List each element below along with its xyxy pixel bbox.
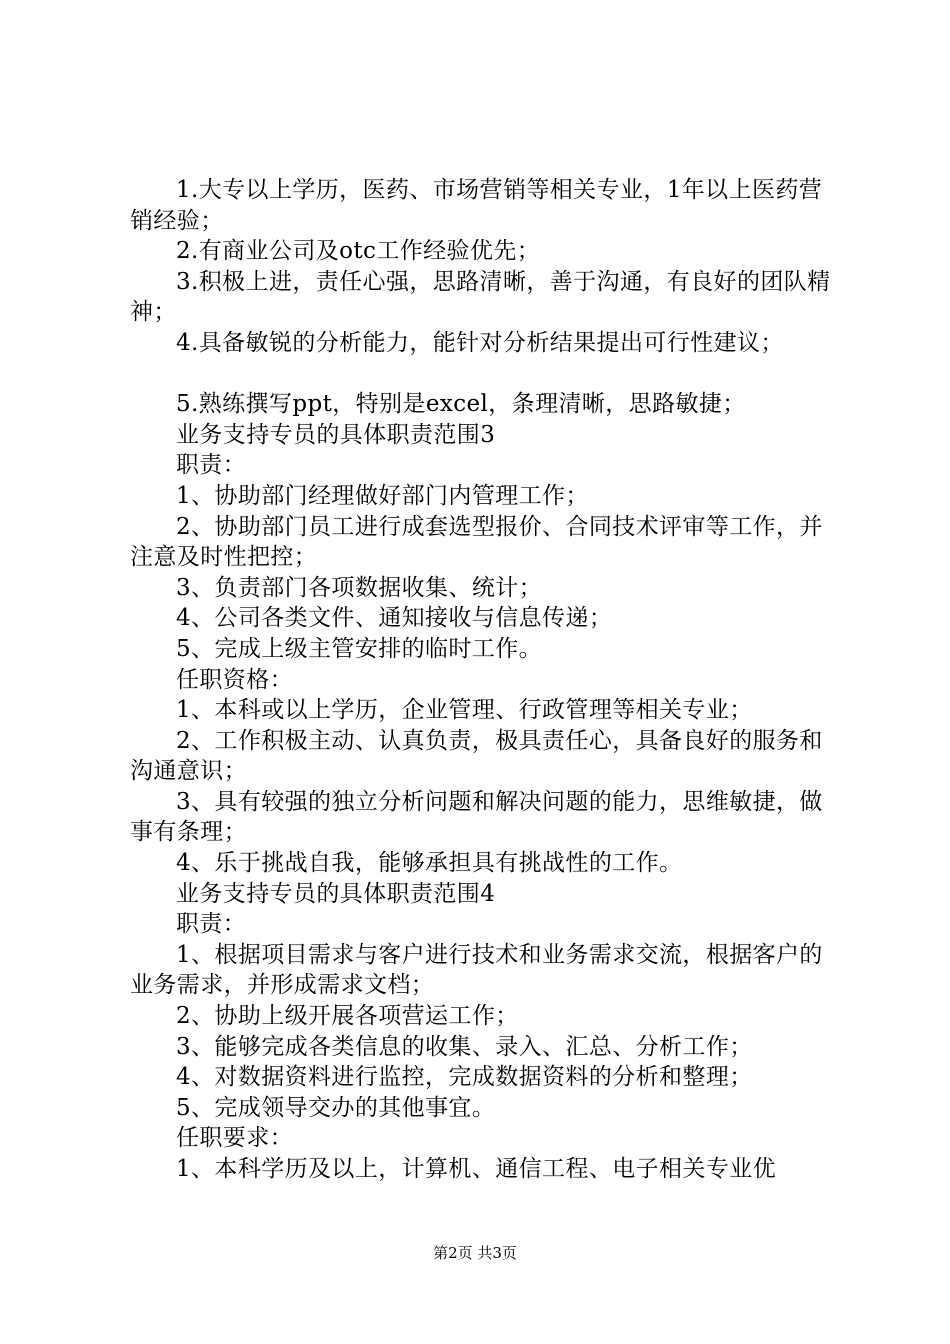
section-heading-3: 业务支持专员的具体职责范围3	[176, 421, 496, 448]
qualification-item: 1、本科或以上学历，企业管理、行政管理等相关专业；	[176, 697, 753, 724]
requirement-item: 1、本科学历及以上，计算机、通信工程、电子相关专业优	[176, 1156, 777, 1182]
duties-label: 职责：	[176, 911, 247, 938]
duty-item: 4、对数据资料进行监控，完成数据资料的分析和整理；	[176, 1064, 753, 1091]
qualifications-label: 任职资格：	[176, 666, 293, 693]
duty-item: 3、能够完成各类信息的收集、录入、汇总、分析工作；	[176, 1033, 753, 1060]
section-heading-4: 业务支持专员的具体职责范围4	[176, 880, 496, 907]
qualification-item: 3、具有较强的独立分析问题和解决问题的能力，思维敏捷，做事有条理；	[130, 788, 823, 846]
paragraph-req-3: 3.积极上进，责任心强，思路清晰，善于沟通，有良好的团队精神；	[130, 268, 831, 326]
requirements-label: 任职要求：	[176, 1125, 293, 1152]
blank-line	[130, 359, 836, 390]
paragraph-req-4: 4.具备敏锐的分析能力，能针对分析结果提出可行性建议；	[176, 329, 784, 356]
duty-item: 5、完成领导交办的其他事宜。	[176, 1094, 496, 1121]
qualification-item: 4、乐于挑战自我，能够承担具有挑战性的工作。	[176, 850, 683, 877]
duty-item: 2、协助上级开展各项营运工作；	[176, 1003, 519, 1030]
document-body	[130, 175, 836, 1185]
page-footer: 第2页 共3页	[433, 1244, 517, 1262]
paragraph-req-5: 5.熟练撰写ppt，特别是excel，条理清晰，思路敏捷；	[176, 391, 746, 418]
paragraph-req-1: 1.大专以上学历，医药、市场营销等相关专业，1年以上医药营销经验；	[130, 177, 823, 234]
duty-item: 5、完成上级主管安排的临时工作。	[176, 635, 543, 662]
qualification-item: 2、工作积极主动、认真负责，极具责任心，具备良好的服务和沟通意识；	[130, 727, 823, 785]
duty-item: 4、公司各类文件、通知接收与信息传递；	[176, 605, 613, 632]
duty-item: 3、负责部门各项数据收集、统计；	[176, 574, 543, 601]
duty-item: 1、根据项目需求与客户进行技术和业务需求交流，根据客户的业务需求，并形成需求文档；	[130, 941, 823, 999]
duty-item: 2、协助部门员工进行成套选型报价、合同技术评审等工作，并注意及时性把控；	[130, 513, 823, 571]
duty-item: 1、协助部门经理做好部门内管理工作；	[176, 482, 589, 509]
paragraph-req-2: 2.有商业公司及otc工作经验优先；	[176, 238, 541, 265]
duties-label: 职责：	[176, 452, 247, 479]
